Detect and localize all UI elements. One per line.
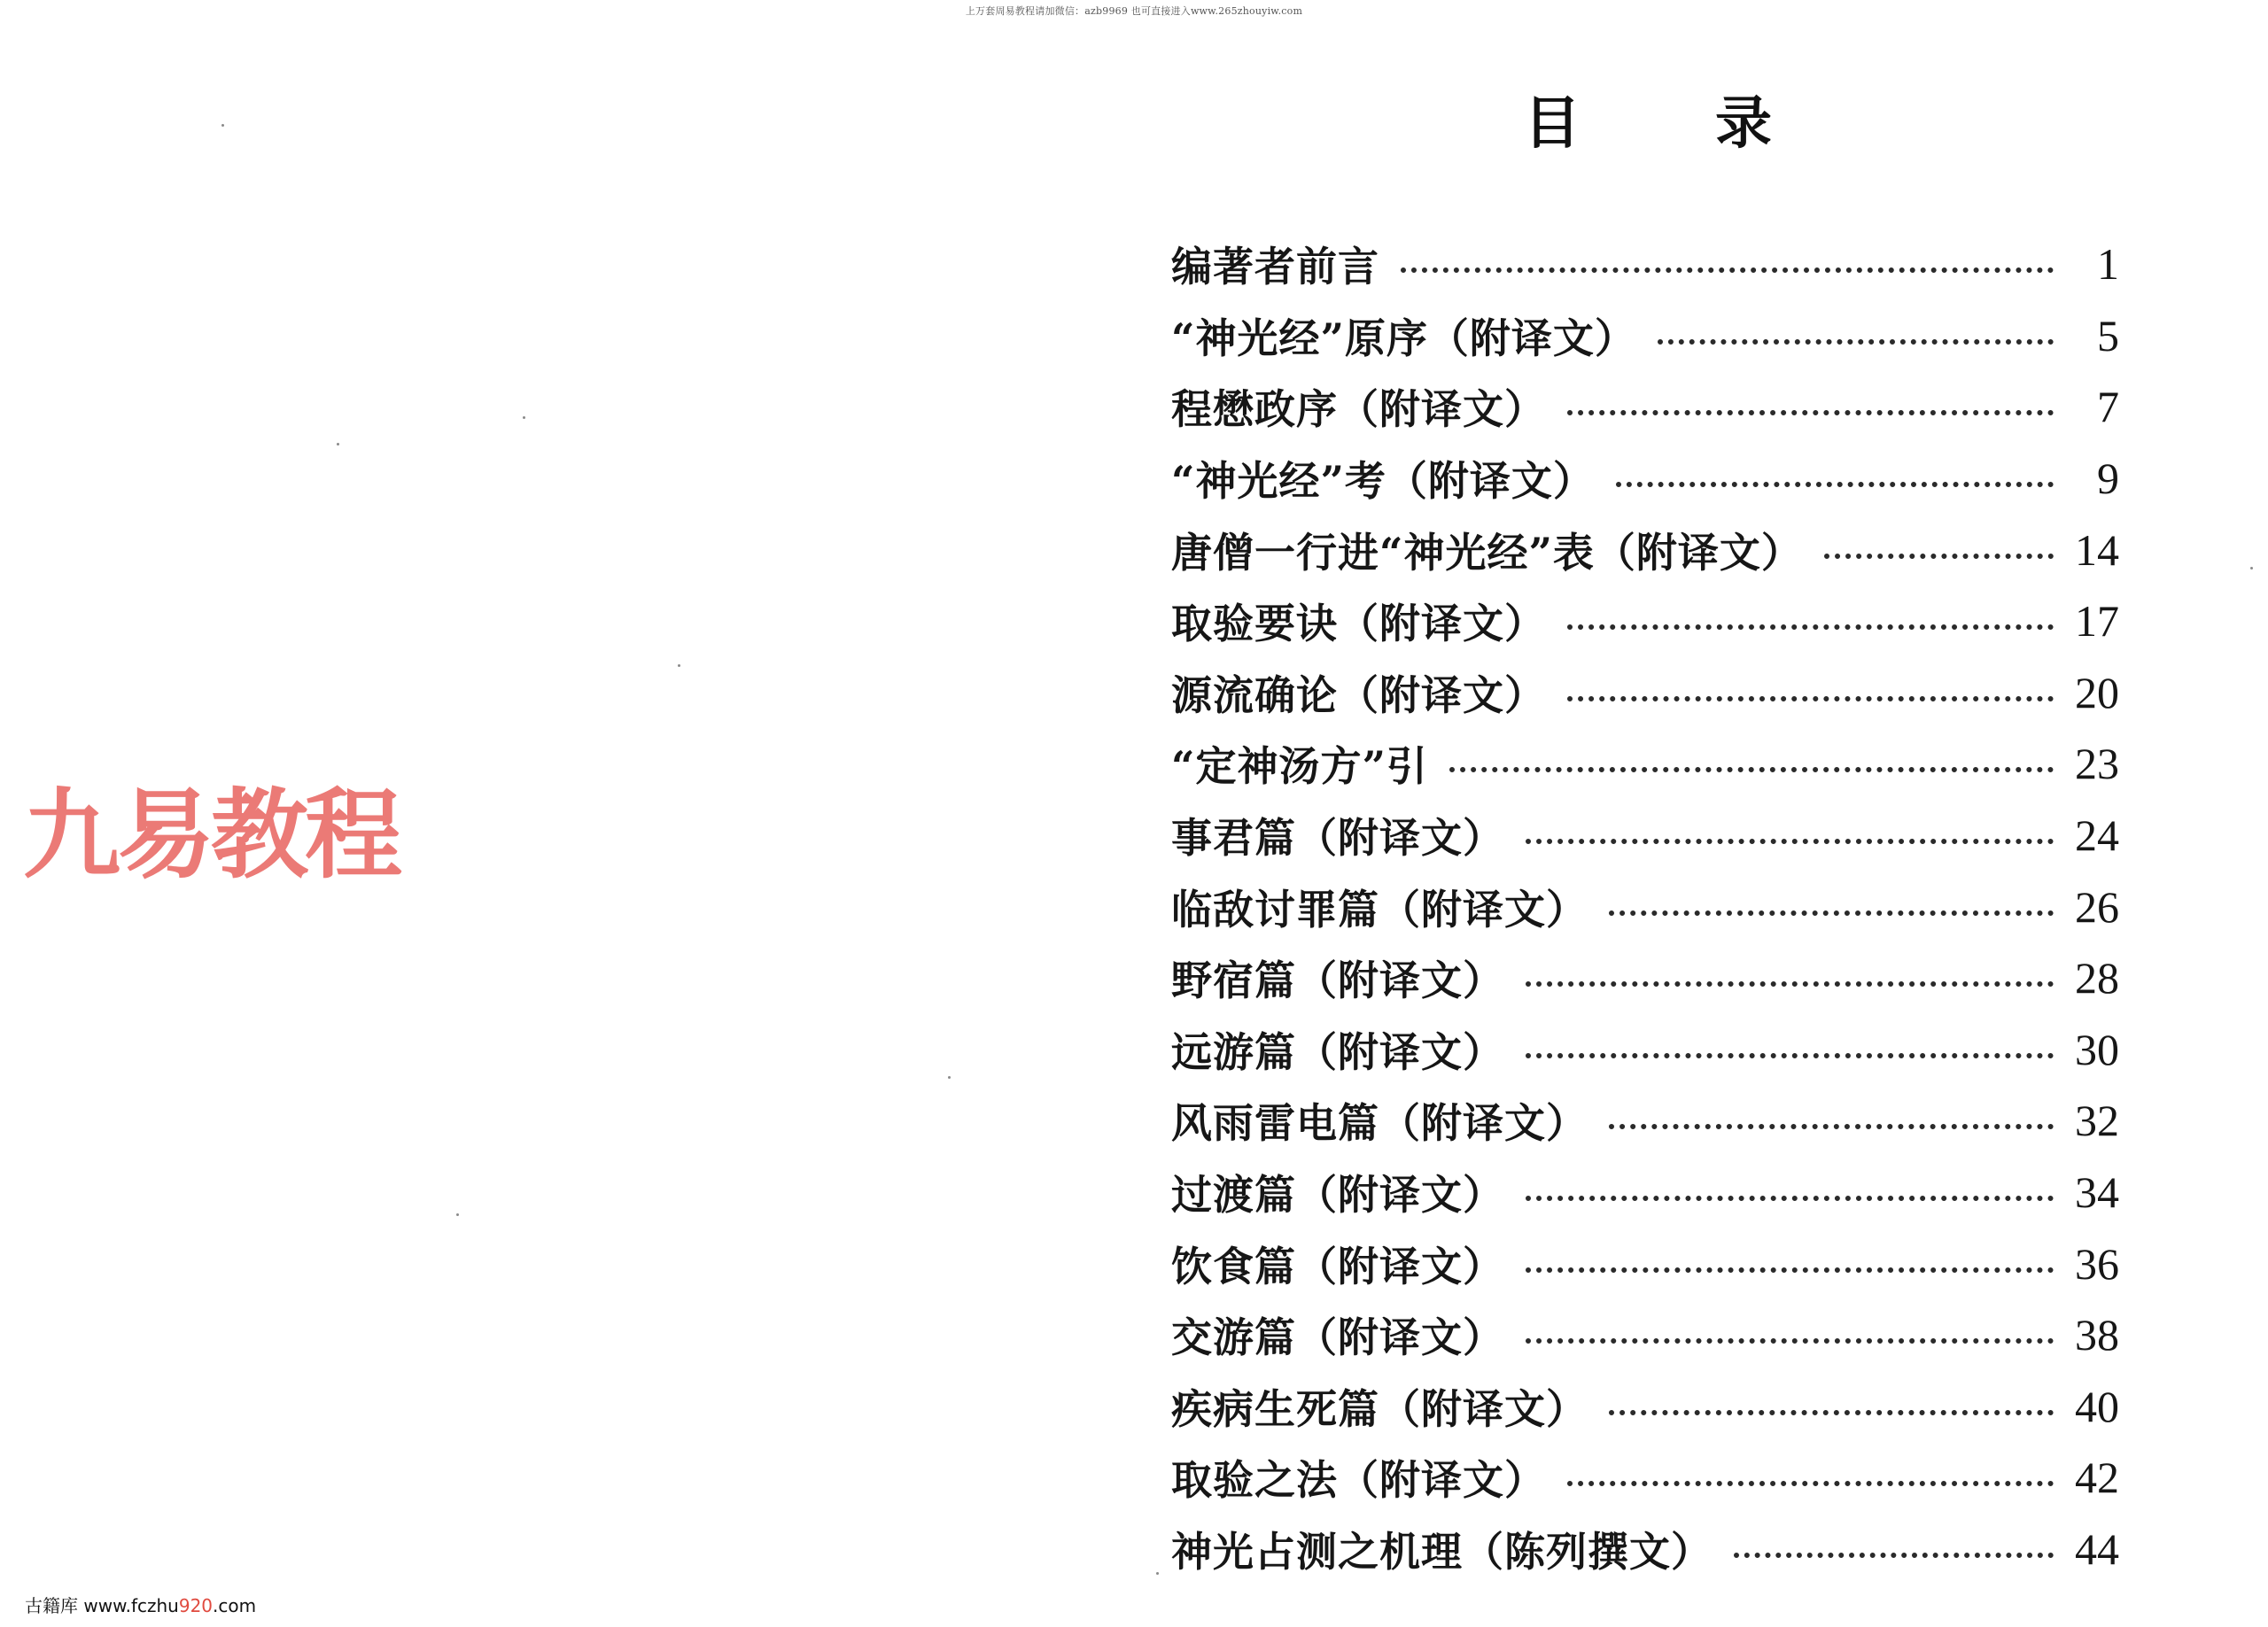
footer-url-suffix: .com <box>213 1595 257 1616</box>
dot-leader <box>1567 696 2054 701</box>
toc-entry[interactable] <box>1171 1299 2119 1371</box>
toc-entry-title: “定神汤方”引 <box>1171 742 1428 791</box>
scan-speck <box>678 664 680 667</box>
header-note: 上万套周易教程请加微信：azb9969 也可直接进入www.265zhouyiw.com <box>965 5 1303 17</box>
scan-speck <box>2250 567 2253 569</box>
footer-label: 古籍库 <box>25 1595 78 1616</box>
toc-entry[interactable] <box>1171 229 2119 300</box>
toc-entry[interactable] <box>1171 871 2119 942</box>
toc-entry[interactable] <box>1171 1228 2119 1299</box>
toc-entry-page: 5 <box>2097 310 2119 360</box>
footer-url[interactable] <box>83 1595 256 1616</box>
toc-entry[interactable] <box>1171 300 2119 372</box>
dot-leader <box>1401 267 2054 273</box>
dot-leader <box>1616 482 2054 487</box>
toc-entry-title: “神光经”考（附译文） <box>1171 457 1595 506</box>
dot-leader <box>1526 1338 2054 1344</box>
toc-entry-page: 32 <box>2075 1096 2119 1146</box>
scan-speck <box>1156 1572 1159 1575</box>
toc-entry[interactable] <box>1171 942 2119 1014</box>
toc-entry-title: 取验要诀（附译文） <box>1171 600 1546 648</box>
toc-entry-title: 取验之法（附译文） <box>1171 1456 1546 1505</box>
toc-entry[interactable] <box>1171 443 2119 515</box>
toc-entry-title: 源流确论（附译文） <box>1171 670 1546 719</box>
toc-entry-page: 24 <box>2075 810 2119 861</box>
scan-speck <box>337 443 339 445</box>
scan-speck <box>523 416 525 419</box>
toc-entry-page: 9 <box>2097 453 2119 504</box>
toc-entry-page: 30 <box>2075 1024 2119 1074</box>
scan-speck <box>948 1076 951 1079</box>
toc-entry-page: 20 <box>2075 667 2119 717</box>
toc-entry-title: 唐僧一行进“神光经”表（附译文） <box>1171 528 1803 577</box>
footer-source <box>25 1592 256 1617</box>
toc-entry-page: 23 <box>2075 739 2119 789</box>
toc-entry-title: 远游篇（附译文） <box>1171 1027 1504 1076</box>
toc-entry[interactable] <box>1171 1371 2119 1443</box>
dot-leader <box>1449 767 2054 772</box>
toc-entry-page: 42 <box>2075 1453 2119 1503</box>
toc-entry-page: 38 <box>2075 1310 2119 1360</box>
toc-entry-page: 1 <box>2097 239 2119 290</box>
toc-entry-page: 14 <box>2075 524 2119 575</box>
toc-entry-title: 临敌讨罪篇（附译文） <box>1171 885 1588 934</box>
dot-leader <box>1526 839 2054 844</box>
toc-entry[interactable] <box>1171 371 2119 443</box>
scan-speck <box>456 1213 459 1216</box>
toc-entry-title: 疾病生死篇（附译文） <box>1171 1384 1588 1433</box>
toc-entry[interactable] <box>1171 728 2119 800</box>
toc-entry[interactable] <box>1171 657 2119 729</box>
watermark-logo: 九易教程 <box>23 779 399 892</box>
dot-leader <box>1526 1196 2054 1201</box>
toc-entry-title: 过渡篇（附译文） <box>1171 1171 1504 1220</box>
toc-entry[interactable] <box>1171 1014 2119 1086</box>
toc-title-char: 录 <box>1715 91 1772 157</box>
dot-leader <box>1658 339 2054 345</box>
toc-entry-page: 44 <box>2075 1523 2119 1574</box>
dot-leader <box>1609 1124 2054 1129</box>
toc-entry-title: “神光经”原序（附译文） <box>1171 314 1636 362</box>
toc-entry[interactable] <box>1171 1514 2119 1585</box>
toc-entry[interactable] <box>1171 1157 2119 1228</box>
toc-entry-page: 26 <box>2075 881 2119 932</box>
dot-leader <box>1734 1553 2054 1558</box>
dot-leader <box>1824 554 2054 559</box>
toc-entry-title: 神光占测之机理（陈列撰文） <box>1171 1527 1713 1576</box>
toc-entry-page: 17 <box>2075 596 2119 647</box>
toc-entry-title: 风雨雷电篇（附译文） <box>1171 1099 1588 1148</box>
toc-title <box>1524 78 1772 159</box>
toc-entry-title: 事君篇（附译文） <box>1171 814 1504 863</box>
toc-entry[interactable] <box>1171 1085 2119 1157</box>
toc-title-char: 目 <box>1524 91 1581 157</box>
dot-leader <box>1567 1481 2054 1486</box>
toc-entry-page: 28 <box>2075 953 2119 1003</box>
toc-entry[interactable] <box>1171 1442 2119 1514</box>
toc-entry[interactable] <box>1171 800 2119 872</box>
dot-leader <box>1567 624 2054 630</box>
footer-url-accent: 920 <box>178 1595 214 1616</box>
toc-entry-title: 程懋政序（附译文） <box>1171 385 1546 434</box>
toc-entry-page: 40 <box>2075 1381 2119 1431</box>
dot-leader <box>1609 1410 2054 1415</box>
toc-entry-title: 交游篇（附译文） <box>1171 1313 1504 1362</box>
dot-leader <box>1526 981 2054 987</box>
toc-entry-page: 7 <box>2097 382 2119 432</box>
toc-entry[interactable] <box>1171 514 2119 585</box>
footer-url-prefix: www.fczhu <box>83 1595 179 1616</box>
toc-entry-page: 34 <box>2075 1167 2119 1218</box>
toc-entry-title: 野宿篇（附译文） <box>1171 957 1504 1005</box>
dot-leader <box>1526 1053 2054 1058</box>
toc-entry-page: 36 <box>2075 1238 2119 1289</box>
scan-speck <box>221 124 224 127</box>
dot-leader <box>1567 410 2054 415</box>
toc-entry-title: 饮食篇（附译文） <box>1171 1242 1504 1290</box>
dot-leader <box>1609 910 2054 916</box>
toc-list <box>1171 229 2119 1584</box>
toc-entry-title: 编著者前言 <box>1171 243 1379 291</box>
toc-entry[interactable] <box>1171 585 2119 657</box>
dot-leader <box>1526 1267 2054 1273</box>
